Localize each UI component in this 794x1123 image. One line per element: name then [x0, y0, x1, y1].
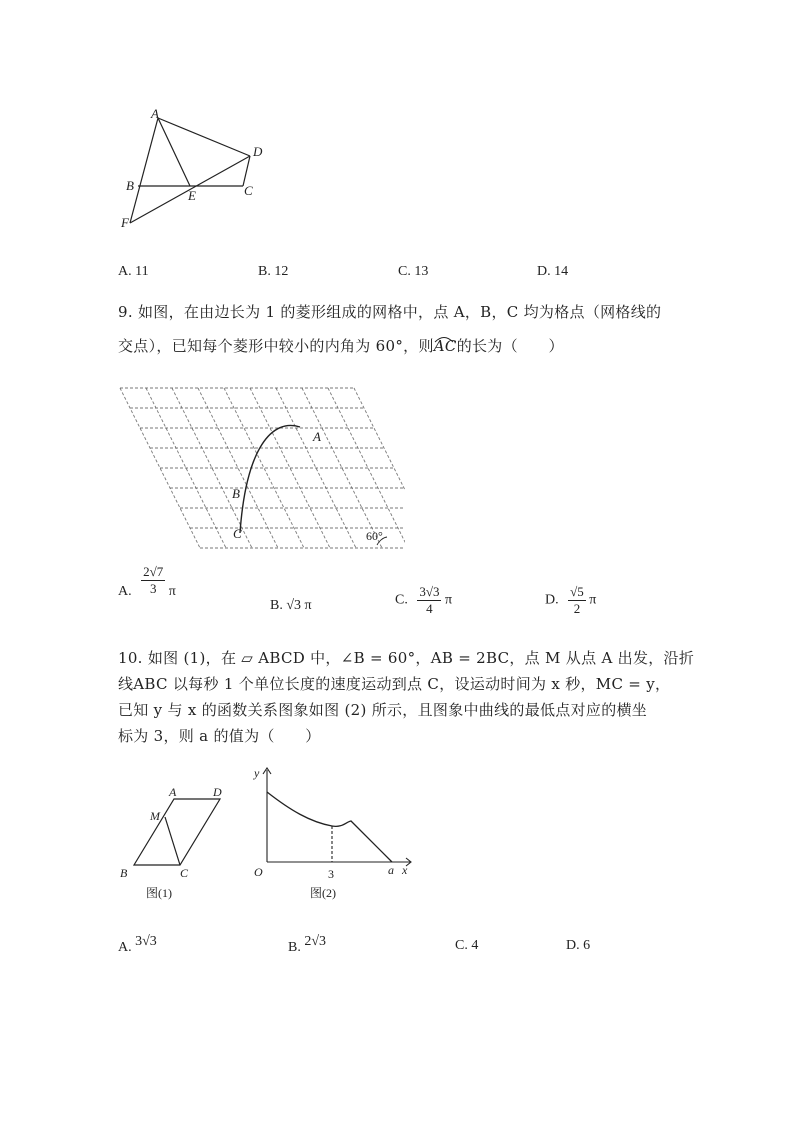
- sqrt-value: √3: [286, 598, 302, 613]
- fraction-numerator: 2√7: [143, 564, 164, 580]
- q9-option-c[interactable]: [395, 584, 452, 617]
- label-F: F: [121, 215, 129, 230]
- label-B: B: [232, 486, 240, 501]
- q9-option-c-letter: C.: [395, 592, 408, 608]
- q10-option-d[interactable]: D. 6: [566, 938, 591, 953]
- label-x: x: [402, 863, 408, 877]
- q10-text: [118, 645, 698, 749]
- q10-option-a-letter: A.: [118, 940, 132, 955]
- label-D: D: [213, 785, 222, 799]
- label-A: A: [313, 429, 321, 444]
- label-A: A: [151, 106, 159, 121]
- rhombus-grid: [120, 388, 405, 548]
- line-AE: [158, 118, 190, 186]
- function-curve: [267, 792, 392, 862]
- fraction-denominator: 3: [149, 581, 157, 597]
- q9-option-a[interactable]: [118, 564, 176, 600]
- sqrt-value: 3√3: [135, 934, 157, 949]
- q9-option-d[interactable]: [545, 584, 596, 617]
- q8-option-a[interactable]: A. 11: [118, 264, 149, 279]
- q9-line2-suffix: 的长为（ ）: [456, 337, 564, 355]
- q8-option-d[interactable]: D. 14: [537, 264, 569, 279]
- caption-fig2: 图(2): [310, 886, 336, 900]
- label-E: E: [188, 188, 196, 203]
- q9-line2-prefix: 交点），已知每个菱形中较小的内角为 60°，则: [118, 337, 434, 355]
- q9-text-line2: [118, 331, 688, 361]
- figure-q10-1: [112, 780, 232, 905]
- line-AD: [158, 118, 250, 156]
- fraction-denominator: 4: [426, 601, 433, 616]
- fraction-denominator: 2: [573, 601, 581, 616]
- q8-option-b[interactable]: B. 12: [258, 264, 289, 279]
- caption-fig1: 图(1): [146, 886, 172, 900]
- q9-option-b[interactable]: [270, 598, 312, 614]
- q9-option-a-letter: A.: [118, 584, 132, 599]
- q10-text-line4: 标为 3，则 a 的值为（ ）: [118, 727, 321, 745]
- label-M: M: [150, 809, 160, 823]
- q9-text-line1: 9. 如图，在由边长为 1 的菱形组成的网格中，点 A，B，C 均为格点（网格线的: [118, 303, 662, 321]
- fraction-numerator: 3√3: [419, 584, 440, 599]
- q8-option-c[interactable]: C. 13: [398, 264, 429, 279]
- line-AF: [130, 118, 158, 223]
- fraction: [141, 564, 165, 597]
- q9-option-d-letter: D.: [545, 592, 559, 608]
- arc-symbol-icon: [434, 335, 454, 343]
- angle-label-60: 60°: [366, 529, 383, 543]
- q9-arc-label: [434, 337, 457, 355]
- label-C: C: [180, 866, 189, 880]
- pi-symbol: π: [589, 592, 597, 608]
- label-a: a: [388, 863, 394, 877]
- line-CD: [243, 156, 250, 186]
- q10-text-line3: 已知 y 与 x 的函数关系图象如图 (2) 所示，且图象中曲线的最低点对应的横坐: [118, 701, 648, 719]
- figure-q8: [110, 100, 290, 235]
- q10-text-line1: 10. 如图 (1)，在 ▱ ABCD 中，∠B = 60°，AB = 2BC，点 M 从点 A 出发，沿折: [118, 649, 695, 667]
- label-A: A: [169, 785, 177, 799]
- figure-q9-grid: [115, 378, 405, 553]
- q10-option-b-letter: B.: [288, 940, 301, 955]
- pi-symbol: π: [444, 592, 453, 608]
- q10-option-b[interactable]: [288, 934, 327, 956]
- fraction: [568, 584, 586, 617]
- pi-symbol: π: [304, 598, 312, 613]
- segment-MC: [165, 817, 180, 865]
- label-y: y: [254, 766, 260, 780]
- label-C: C: [233, 526, 242, 541]
- label-B: B: [126, 178, 134, 193]
- tick-3: 3: [328, 867, 334, 881]
- figure-q10-2: [250, 762, 420, 905]
- pi-symbol: π: [168, 584, 176, 599]
- label-D: D: [253, 144, 263, 159]
- label-O: O: [254, 865, 263, 879]
- q10-option-a[interactable]: [118, 934, 157, 956]
- label-B: B: [120, 866, 128, 880]
- q9-arc-letters: AC: [433, 337, 457, 355]
- q9-option-b-letter: B.: [270, 598, 283, 613]
- fraction: [417, 584, 441, 617]
- q10-text-line2: 线ABC 以每秒 1 个单位长度的速度运动到点 C，设运动时间为 x 秒，MC = y，: [118, 675, 671, 693]
- fraction-numerator: √5: [570, 584, 584, 599]
- sqrt-value: 2√3: [304, 934, 327, 949]
- q10-option-c[interactable]: C. 4: [455, 938, 479, 953]
- label-C: C: [244, 183, 253, 198]
